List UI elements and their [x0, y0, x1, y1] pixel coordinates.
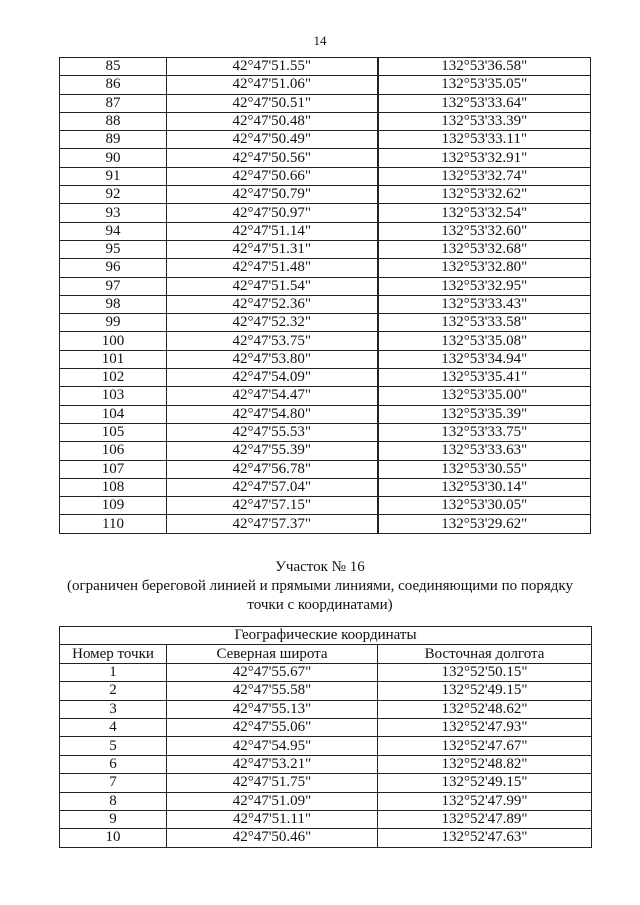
point-number-cell: 8: [60, 792, 167, 810]
longitude-cell: 132°52'48.62": [378, 700, 592, 718]
section-subtitle-line2: точки с координатами): [247, 597, 393, 613]
table-row: [60, 240, 591, 258]
longitude-cell: 132°52'47.93": [378, 718, 592, 736]
point-number-cell: 105: [60, 423, 167, 441]
point-number-cell: 3: [60, 700, 167, 718]
table-row: [60, 460, 591, 478]
point-number-cell: 1: [60, 663, 167, 681]
latitude-cell: 42°47'54.95": [167, 737, 378, 755]
latitude-cell: 42°47'54.09": [167, 369, 378, 387]
group-header: Географические координаты: [60, 627, 592, 645]
table-row: [60, 149, 591, 167]
longitude-cell: 132°53'35.05": [378, 76, 591, 94]
longitude-cell: 132°53'33.64": [378, 94, 591, 112]
table-row: [60, 755, 592, 773]
latitude-cell: 42°47'51.55": [167, 58, 378, 76]
longitude-cell: 132°53'32.62": [378, 186, 591, 204]
point-number-cell: 9: [60, 810, 167, 828]
table-row: [60, 442, 591, 460]
longitude-cell: 132°52'49.15": [378, 774, 592, 792]
point-number-cell: 4: [60, 718, 167, 736]
header-point-number: Номер точки: [60, 645, 167, 663]
point-number-cell: 107: [60, 460, 167, 478]
longitude-cell: 132°53'35.00": [378, 387, 591, 405]
table-row: [60, 314, 591, 332]
longitude-cell: 132°52'47.99": [378, 792, 592, 810]
longitude-cell: 132°53'32.68": [378, 240, 591, 258]
table-row: [60, 167, 591, 185]
latitude-cell: 42°47'51.14": [167, 222, 378, 240]
longitude-cell: 132°53'30.05": [378, 497, 591, 515]
point-number-cell: 10: [60, 829, 167, 847]
table-row: [60, 76, 591, 94]
latitude-cell: 42°47'50.48": [167, 112, 378, 130]
page-number: 14: [313, 33, 327, 48]
header-latitude: Северная широта: [167, 645, 378, 663]
point-number-cell: 97: [60, 277, 167, 295]
longitude-cell: 132°52'48.82": [378, 755, 592, 773]
table-row: [60, 277, 591, 295]
point-number-cell: 94: [60, 222, 167, 240]
point-number-cell: 85: [60, 58, 167, 76]
longitude-cell: 132°53'32.60": [378, 222, 591, 240]
longitude-cell: 132°53'35.41": [378, 369, 591, 387]
longitude-cell: 132°52'49.15": [378, 682, 592, 700]
latitude-cell: 42°47'51.09": [167, 792, 378, 810]
table-row: [60, 478, 591, 496]
point-number-cell: 90: [60, 149, 167, 167]
point-number-cell: 91: [60, 167, 167, 185]
point-number-cell: 98: [60, 295, 167, 313]
latitude-cell: 42°47'51.06": [167, 76, 378, 94]
table-row: [60, 186, 591, 204]
longitude-cell: 132°53'33.39": [378, 112, 591, 130]
longitude-cell: 132°53'35.08": [378, 332, 591, 350]
point-number-cell: 101: [60, 350, 167, 368]
longitude-cell: 132°53'33.11": [378, 131, 591, 149]
latitude-cell: 42°47'50.66": [167, 167, 378, 185]
section-subtitle-line1: (ограничен береговой линией и прямыми линиями, соединяющими по порядку: [66, 578, 573, 594]
latitude-cell: 42°47'50.51": [167, 94, 378, 112]
latitude-cell: 42°47'50.49": [167, 131, 378, 149]
longitude-cell: 132°52'47.89": [378, 810, 592, 828]
latitude-cell: 42°47'53.80": [167, 350, 378, 368]
latitude-cell: 42°47'51.75": [167, 774, 378, 792]
longitude-cell: 132°53'32.80": [378, 259, 591, 277]
latitude-cell: 42°47'57.37": [167, 515, 378, 533]
longitude-cell: 132°53'32.95": [378, 277, 591, 295]
latitude-cell: 42°47'51.31": [167, 240, 378, 258]
point-number-cell: 95: [60, 240, 167, 258]
table-row: [60, 515, 591, 533]
latitude-cell: 42°47'55.06": [167, 718, 378, 736]
point-number-cell: 106: [60, 442, 167, 460]
point-number-cell: 104: [60, 405, 167, 423]
point-number-cell: 110: [60, 515, 167, 533]
point-number-cell: 103: [60, 387, 167, 405]
table-row: [60, 700, 592, 718]
latitude-cell: 42°47'56.78": [167, 460, 378, 478]
latitude-cell: 42°47'54.80": [167, 405, 378, 423]
longitude-cell: 132°52'50.15": [378, 663, 592, 681]
table-row: [60, 58, 591, 76]
latitude-cell: 42°47'52.32": [167, 314, 378, 332]
table-row: [60, 829, 592, 847]
table-row: [60, 405, 591, 423]
table-row: [60, 497, 591, 515]
latitude-cell: 42°47'50.56": [167, 149, 378, 167]
latitude-cell: 42°47'54.47": [167, 387, 378, 405]
table-row: [60, 774, 592, 792]
longitude-cell: 132°53'32.54": [378, 204, 591, 222]
point-number-cell: 86: [60, 76, 167, 94]
table-row: [60, 369, 591, 387]
table-row: [60, 94, 591, 112]
latitude-cell: 42°47'51.11": [167, 810, 378, 828]
table-row: [60, 112, 591, 130]
longitude-cell: 132°53'33.58": [378, 314, 591, 332]
point-number-cell: 92: [60, 186, 167, 204]
point-number-cell: 7: [60, 774, 167, 792]
latitude-cell: 42°47'53.21": [167, 755, 378, 773]
point-number-cell: 89: [60, 131, 167, 149]
table-row: [60, 204, 591, 222]
latitude-cell: 42°47'50.97": [167, 204, 378, 222]
longitude-cell: 132°52'47.67": [378, 737, 592, 755]
point-number-cell: 87: [60, 94, 167, 112]
latitude-cell: 42°47'57.15": [167, 497, 378, 515]
longitude-cell: 132°53'36.58": [378, 58, 591, 76]
table-row: [60, 387, 591, 405]
latitude-cell: 42°47'55.39": [167, 442, 378, 460]
latitude-cell: 42°47'51.48": [167, 259, 378, 277]
point-number-cell: 99: [60, 314, 167, 332]
longitude-cell: 132°53'32.74": [378, 167, 591, 185]
section-heading: [0, 558, 640, 615]
latitude-cell: 42°47'50.79": [167, 186, 378, 204]
latitude-cell: 42°47'55.13": [167, 700, 378, 718]
longitude-cell: 132°53'30.14": [378, 478, 591, 496]
table-row: [60, 682, 592, 700]
latitude-cell: 42°47'52.36": [167, 295, 378, 313]
point-number-cell: 109: [60, 497, 167, 515]
point-number-cell: 108: [60, 478, 167, 496]
table-row: [60, 131, 591, 149]
longitude-cell: 132°52'47.63": [378, 829, 592, 847]
latitude-cell: 42°47'57.04": [167, 478, 378, 496]
latitude-cell: 42°47'55.53": [167, 423, 378, 441]
latitude-cell: 42°47'53.75": [167, 332, 378, 350]
point-number-cell: 96: [60, 259, 167, 277]
table-row: [60, 718, 592, 736]
longitude-cell: 132°53'35.39": [378, 405, 591, 423]
longitude-cell: 132°53'33.63": [378, 442, 591, 460]
longitude-cell: 132°53'33.75": [378, 423, 591, 441]
table-row: [60, 259, 591, 277]
coordinates-table-continued: [59, 57, 591, 534]
point-number-cell: 5: [60, 737, 167, 755]
table-row: [60, 350, 591, 368]
table-row: [60, 810, 592, 828]
table-group-header-row: [60, 627, 592, 645]
table-row: [60, 663, 592, 681]
header-longitude: Восточная долгота: [378, 645, 592, 663]
table-row: [60, 332, 591, 350]
latitude-cell: 42°47'50.46": [167, 829, 378, 847]
point-number-cell: 100: [60, 332, 167, 350]
point-number-cell: 88: [60, 112, 167, 130]
point-number-cell: 102: [60, 369, 167, 387]
point-number-cell: 2: [60, 682, 167, 700]
latitude-cell: 42°47'55.67": [167, 663, 378, 681]
longitude-cell: 132°53'30.55": [378, 460, 591, 478]
point-number-cell: 93: [60, 204, 167, 222]
table-row: [60, 222, 591, 240]
table-row: [60, 423, 591, 441]
longitude-cell: 132°53'29.62": [378, 515, 591, 533]
longitude-cell: 132°53'32.91": [378, 149, 591, 167]
latitude-cell: 42°47'55.58": [167, 682, 378, 700]
table-row: [60, 295, 591, 313]
section-title: Участок № 16: [275, 559, 365, 575]
point-number-cell: 6: [60, 755, 167, 773]
latitude-cell: 42°47'51.54": [167, 277, 378, 295]
longitude-cell: 132°53'33.43": [378, 295, 591, 313]
coordinates-table-section-16: [59, 626, 592, 848]
longitude-cell: 132°53'34.94": [378, 350, 591, 368]
table-row: [60, 792, 592, 810]
table-header-row: [60, 645, 592, 663]
table-row: [60, 737, 592, 755]
